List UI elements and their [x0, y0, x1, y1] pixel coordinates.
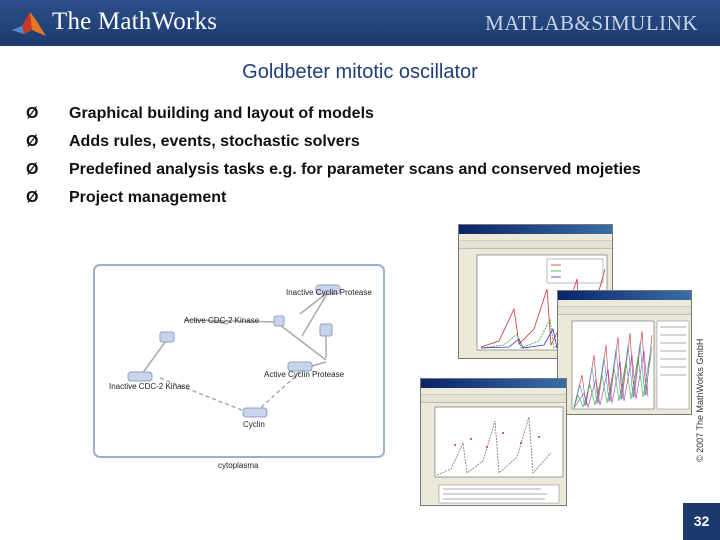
node-label-inactive-cyclin: Inactive Cyclin Protease	[286, 288, 372, 297]
window-menubar[interactable]	[421, 388, 566, 395]
species-node	[243, 408, 267, 417]
bullet-list	[26, 104, 666, 216]
window-titlebar[interactable]	[421, 379, 566, 388]
bullet-text: Adds rules, events, stochastic solvers	[69, 133, 360, 150]
bullet-item	[26, 104, 666, 124]
window-toolbar[interactable]	[421, 395, 566, 403]
bullet-arrow-icon: Ø	[26, 105, 39, 122]
node-label-active-cdc2: Active CDC-2 Kinase	[184, 316, 260, 325]
page-number: 32	[683, 503, 720, 540]
bullet-item	[26, 132, 666, 152]
copyright-text: © 2007 The MathWorks GmbH	[695, 338, 705, 462]
reaction-diagram	[88, 258, 388, 476]
bullet-item	[26, 188, 666, 208]
header-bar	[0, 0, 720, 46]
window-menubar[interactable]	[459, 234, 612, 241]
window-titlebar[interactable]	[459, 225, 612, 234]
window-menubar[interactable]	[558, 300, 691, 307]
bullet-arrow-icon: Ø	[26, 189, 39, 206]
figure-window-stochastic[interactable]	[420, 378, 567, 506]
window-toolbar[interactable]	[459, 241, 612, 249]
node-label-cyclin: Cyclin	[243, 420, 265, 429]
stochastic-plot	[421, 403, 566, 505]
node-label-inactive-cdc2: Inactive CDC-2 Kinase	[109, 382, 190, 391]
compartment-label: cytoplasma	[218, 461, 259, 470]
figure-window-parameter-scan[interactable]	[557, 290, 692, 415]
bullet-item	[26, 160, 666, 180]
slide-title: Goldbeter mitotic oscillator	[242, 61, 478, 83]
node-label-active-cyclin: Active Cyclin Protease	[264, 370, 345, 379]
bullet-text: Graphical building and layout of models	[69, 105, 374, 122]
company-name: The MathWorks	[52, 8, 218, 35]
membrane-logo-icon	[10, 6, 48, 40]
species-node	[274, 316, 284, 326]
bullet-arrow-icon: Ø	[26, 133, 39, 150]
bullet-arrow-icon: Ø	[26, 161, 39, 178]
species-node	[160, 332, 174, 342]
window-toolbar[interactable]	[558, 307, 691, 315]
bullet-text: Project management	[69, 189, 227, 206]
window-titlebar[interactable]	[558, 291, 691, 300]
parameter-scan-plot	[558, 315, 691, 414]
product-name: MATLAB&SIMULINK	[485, 11, 698, 35]
species-node	[320, 324, 332, 336]
bullet-text: Predefined analysis tasks e.g. for parameter scans and conserved mojeties	[69, 161, 641, 178]
species-node	[128, 372, 152, 381]
